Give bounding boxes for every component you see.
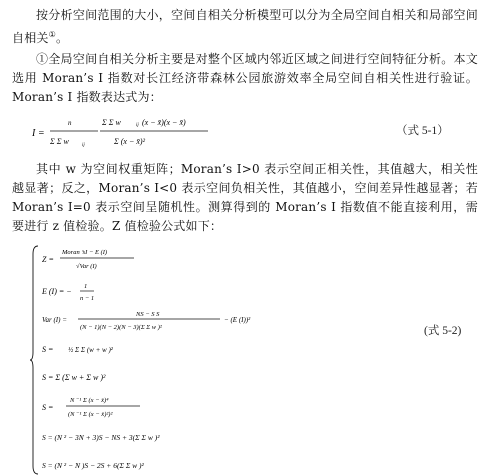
svg-text:S = (N ² − N )S − 2S + 6(Σ: S = (N ² − N )S − 2S + 6(Σ Σ w )² bbox=[42, 461, 144, 470]
svg-text:S =: S = bbox=[42, 345, 54, 354]
svg-text:(x − x̄)(x − x̄): (x − x̄)(x − x̄) bbox=[142, 118, 186, 127]
svg-text:− (E (I))²: − (E (I))² bbox=[224, 316, 251, 324]
paragraph-intro-text: 按分析空间范围的大小，空间自相关分析模型可以分为全局空间自相关和局部空间自相关 bbox=[12, 8, 478, 45]
left-brace bbox=[30, 246, 38, 474]
svg-text:1: 1 bbox=[84, 283, 88, 290]
svg-text:Σ Σ w: Σ Σ w bbox=[50, 137, 69, 146]
equation-morans-i bbox=[28, 114, 268, 150]
svg-text:(N − 1)(N − 2)(N − 3)(Σ Σ w ): (N − 1)(N − 2)(N − 3)(Σ Σ w )² bbox=[80, 324, 162, 331]
svg-text:S = Σ (Σ w + Σ w )²: S = Σ (Σ w + Σ w )² bbox=[42, 373, 106, 382]
paragraph-global-autocorrelation: ①全局空间自相关分析主要是对整个区域内邻近区域之间进行空间特征分析。本文选用 Moran’s I 指数对长江经济带森林公园旅游效率全局空间自相关性进行验证。Moran’s I 指数表达式为： bbox=[12, 52, 478, 104]
svg-text:NS − S S: NS − S S bbox=[136, 311, 160, 318]
svg-text:Σ (x − x̄)²: Σ (x − x̄)² bbox=[114, 137, 145, 146]
svg-text:√Var (I): √Var (I) bbox=[76, 263, 97, 270]
svg-text:½ Σ Σ (w + w )²: ½ Σ Σ (w + w )² bbox=[68, 346, 113, 354]
svg-text:E (I) = −: E (I) = − bbox=[42, 287, 72, 296]
svg-text:N ⁻¹ Σ (x − x̄)⁴: N ⁻¹ Σ (x − x̄)⁴ bbox=[70, 397, 109, 404]
svg-text:S =: S = bbox=[42, 403, 54, 412]
svg-text:Var (I) =: Var (I) = bbox=[42, 316, 67, 324]
svg-text:(N ⁻¹ Σ (x − x̄)²)²: (N ⁻¹ Σ (x − x̄)²)² bbox=[68, 411, 113, 418]
footnote-marker: ① bbox=[48, 30, 56, 39]
svg-text:ij: ij bbox=[82, 143, 85, 148]
equation-label-5-2: (式 5-2) bbox=[424, 325, 462, 337]
svg-text:n − 1: n − 1 bbox=[80, 295, 95, 302]
svg-text:n: n bbox=[68, 119, 72, 127]
equation-z-test-system bbox=[30, 244, 300, 476]
paragraph-interpretation: 其中 w 为空间权重矩阵；Moran’s I>0 表示空间正相关性，其值越大，相关性越显著；反之，Moran’s I<0 表示空间负相关性，其值越小，空间差异性越显著；若 Moran’s I=0 表示空间呈随机性。测算得到的 Moran’s I 指数值不能直接利用，需要进行 z 值检验。Z 值检验公式如下： bbox=[12, 162, 478, 233]
svg-text:Σ Σ w: Σ Σ w bbox=[102, 118, 121, 127]
svg-text:S = (N ² − 3N + 3)S − NS +: S = (N ² − 3N + 3)S − NS + 3(Σ Σ w )² bbox=[42, 433, 160, 442]
svg-text:Z =: Z = bbox=[42, 255, 54, 264]
paragraph-intro: 按分析空间范围的大小，空间自相关分析模型可以分为全局空间自相关和局部空间自相关①。 bbox=[12, 8, 478, 45]
svg-text:ij: ij bbox=[136, 123, 139, 128]
svg-text:Moran ’sI − E (I): Moran ’sI − E (I) bbox=[62, 249, 108, 256]
equation-label-5-1: （式 5-1） bbox=[396, 125, 449, 137]
eq1-lhs: I = bbox=[32, 128, 45, 139]
